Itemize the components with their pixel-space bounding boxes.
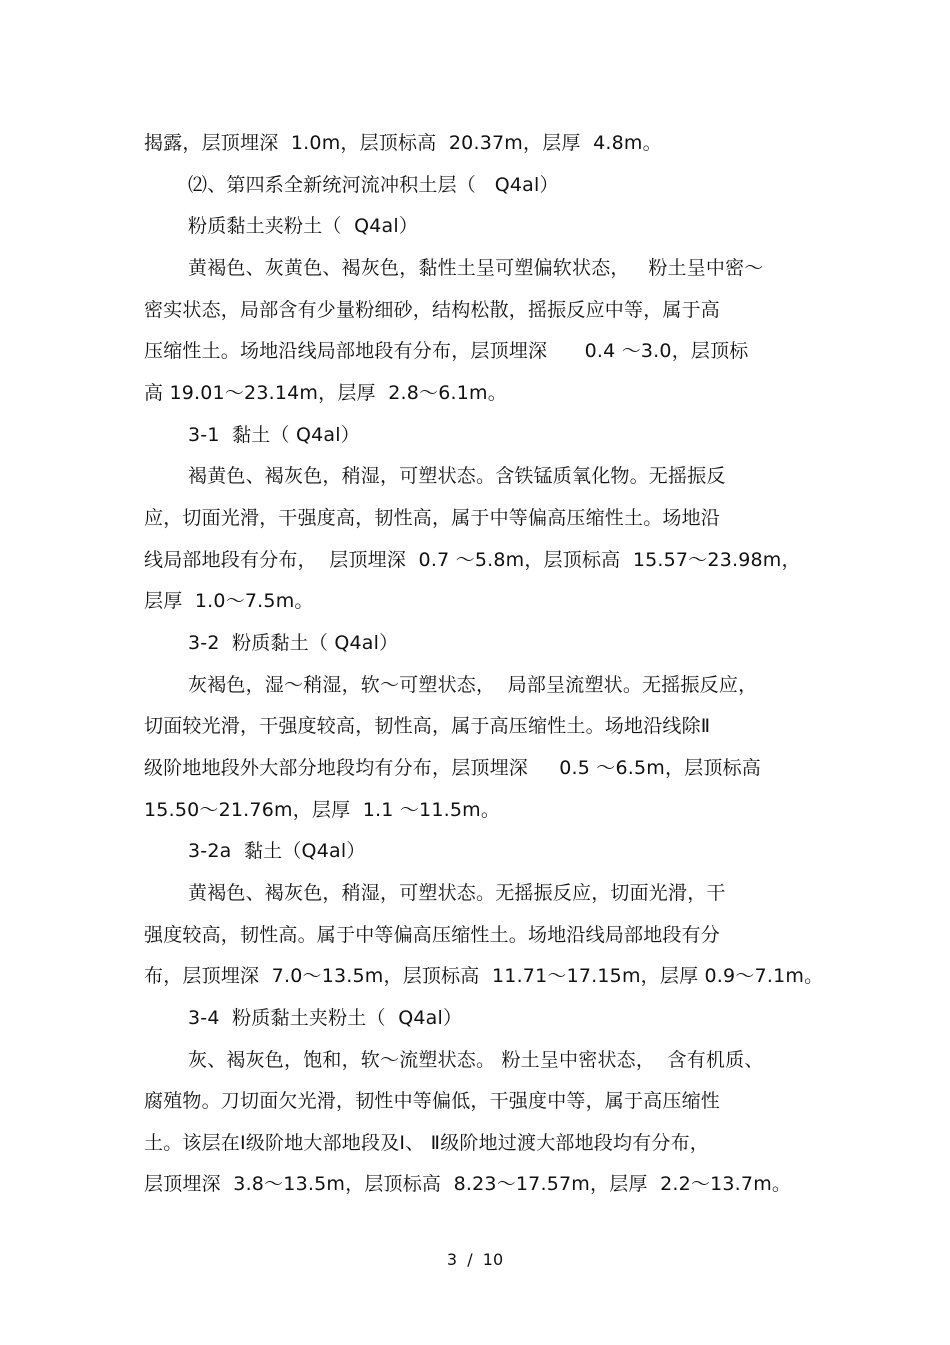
text-line: 密实状态，局部含有少量粉细砂，结构松散，摇振反应中等，属于高 <box>144 299 721 321</box>
text-line: 黄褐色、褐灰色，稍湿，可塑状态。无摇振反应，切面光滑，干 <box>188 882 726 904</box>
section-heading: ⑵、第四系全新统河流冲积土层（ Q4al） <box>188 174 559 196</box>
text-line: 层厚 1.0～7.5m。 <box>144 590 314 612</box>
page-number: 3 / 10 <box>446 1250 504 1269</box>
layer-heading: 3-4 粉质黏土夹粉土（ Q4al） <box>188 1007 463 1029</box>
text-line: 层顶埋深 3.8～13.5m，层顶标高 8.23～17.57m，层厚 2.2～13.7m。 <box>144 1173 792 1195</box>
text-line: 15.50～21.76m，层厚 1.1 ～11.5m。 <box>144 799 501 821</box>
text-line: 应，切面光滑，干强度高，韧性高，属于中等偏高压缩性土。场地沿 <box>144 507 721 529</box>
layer-heading: 3-2 粉质黏土（ Q4al） <box>188 632 399 654</box>
text-line: 腐殖物。刀切面欠光滑，韧性中等偏低，干强度中等，属于高压缩性 <box>144 1090 721 1112</box>
layer-heading: 3-2a 黏土（Q4al） <box>188 840 366 862</box>
text-line: 高 19.01～23.14m，层厚 2.8～6.1m。 <box>144 382 507 404</box>
text-line: 灰褐色，湿～稍湿，软～可塑状态， 局部呈流塑状。无摇振反应， <box>188 674 758 696</box>
text-line: 布，层顶埋深 7.0～13.5m，层顶标高 11.71～17.15m，层厚 0.9～7.1m。 <box>144 965 824 987</box>
text-line: 灰、褐灰色，饱和，软～流塑状态。 粉土呈中密状态， 含有机质、 <box>188 1049 764 1071</box>
text-line: 压缩性土。场地沿线局部地段有分布，层顶埋深 0.4 ～3.0，层顶标 <box>144 340 749 362</box>
text-line: 揭露，层顶埋深 1.0m，层顶标高 20.37m，层厚 4.8m。 <box>144 132 662 154</box>
layer-heading: 粉质黏土夹粉土（ Q4al） <box>188 215 419 237</box>
text-line: 土。该层在Ⅰ级阶地大部地段及Ⅰ、 Ⅱ级阶地过渡大部地段均有分布， <box>144 1132 709 1154</box>
text-line: 线局部地段有分布， 层顶埋深 0.7 ～5.8m，层顶标高 15.57～23.98m， <box>144 549 801 571</box>
text-line: 黄褐色、灰黄色、褐灰色，黏性土呈可塑偏软状态， 粉土呈中密～ <box>188 257 764 279</box>
text-line: 级阶地地段外大部分地段均有分布，层顶埋深 0.5 ～6.5m，层顶标高 <box>144 757 761 779</box>
text-line: 切面较光滑，干强度较高，韧性高，属于高压缩性土。场地沿线除Ⅱ <box>144 715 711 737</box>
layer-heading: 3-1 黏土（ Q4al） <box>188 424 360 446</box>
text-line: 褐黄色、褐灰色，稍湿，可塑状态。含铁锰质氧化物。无摇振反 <box>188 465 726 487</box>
text-line: 强度较高，韧性高。属于中等偏高压缩性土。场地沿线局部地段有分 <box>144 924 721 946</box>
